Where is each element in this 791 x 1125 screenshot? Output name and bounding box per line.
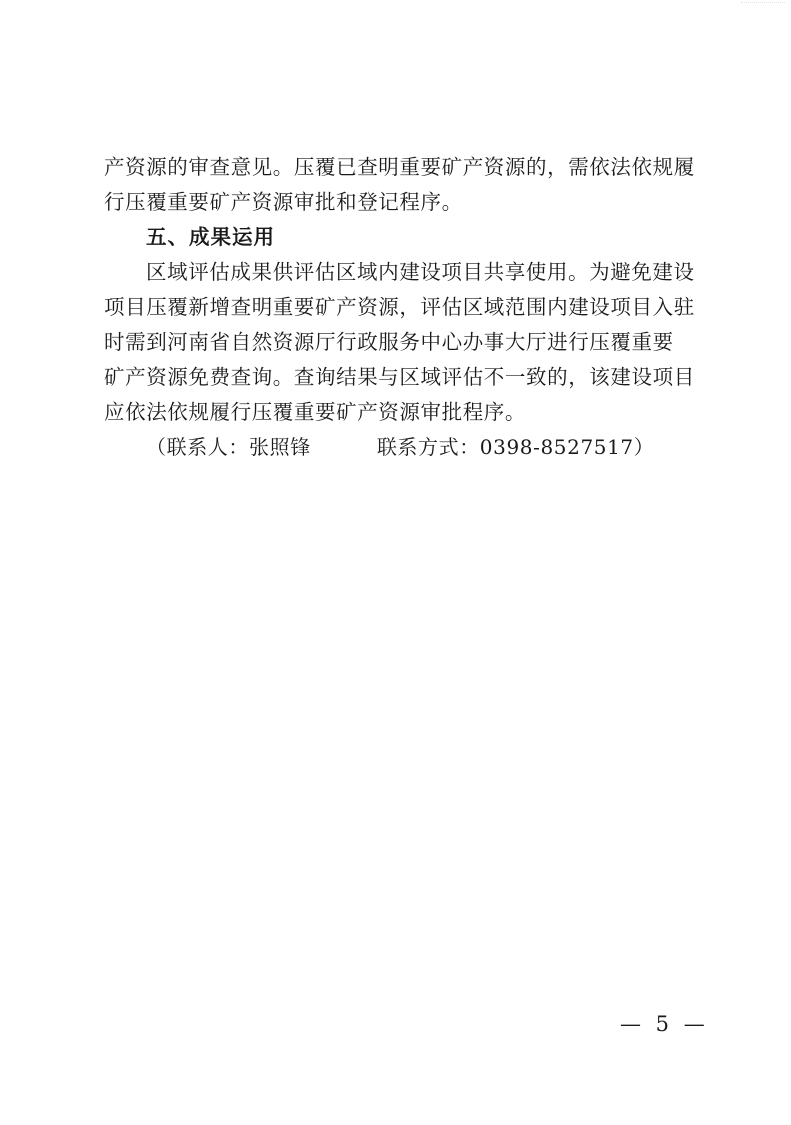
paragraph-line: 行压覆重要矿产资源审批和登记程序。: [104, 190, 463, 214]
contact-method: 联系方式：0398-8527517）: [376, 435, 655, 459]
paragraph-line: 区域评估成果供评估区域内建设项目共享使用。为避免建设: [146, 260, 695, 284]
section-heading: 五、成果运用: [146, 225, 275, 249]
paragraph-line: 时需到河南省自然资源厅行政服务中心办事大厅进行压覆重要: [104, 330, 674, 354]
document-body: [104, 150, 694, 465]
page-number: — 5 —: [620, 1012, 709, 1036]
paragraph-line: 应依法依规履行压覆重要矿产资源审批程序。: [104, 400, 526, 424]
contact-line: [104, 430, 694, 465]
contact-person: （联系人：张照锋: [146, 435, 311, 459]
paragraph-line: 项目压覆新增查明重要矿产资源，评估区域范围内建设项目入驻: [104, 295, 695, 319]
paragraph-line: 产资源的审查意见。压覆已查明重要矿产资源的，需依法依规履: [104, 155, 695, 179]
scan-corner-mark: [741, 2, 785, 9]
paragraph-line: 矿产资源免费查询。查询结果与区域评估不一致的，该建设项目: [104, 365, 695, 389]
